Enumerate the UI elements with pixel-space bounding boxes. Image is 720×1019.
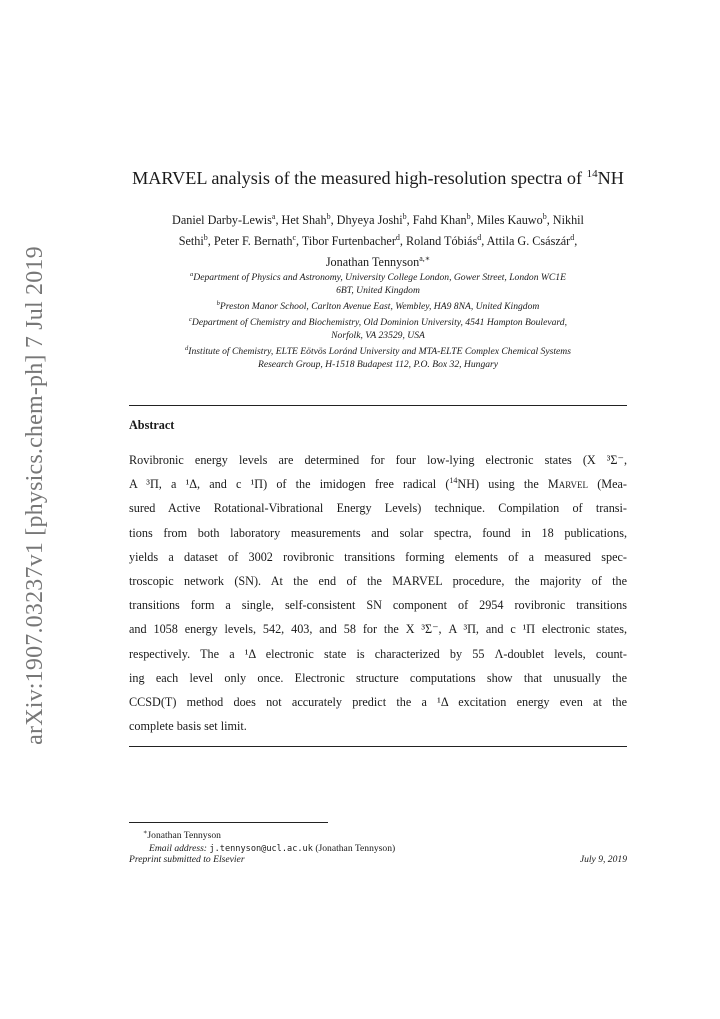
author-name: Het Shah [281, 213, 327, 228]
author-affiliation-mark: d [477, 233, 482, 243]
abstract-line: and 1058 energy levels, 542, 403, and 58 for the X ³Σ⁻, A ³Π, and c ¹Π electronic states, [129, 622, 627, 637]
abstract-line: transitions form a single, self-consistent SN component of 2954 rovibronic transitions [129, 598, 627, 613]
affiliation-b: $^b$Preston Manor School, Carlton Avenue East, Wembley, HA9 8NA, United Kingdom [216, 299, 540, 312]
abstract-line: respectively. The a ¹Δ electronic state is characterized by 55 Λ-doublet levels, count- [129, 646, 627, 661]
author-name: Miles Kauwo [476, 213, 543, 228]
author-name: Sethi [178, 234, 204, 249]
author-name: Fahd Khan [412, 213, 467, 228]
author-affiliation-mark: a,∗ [419, 254, 431, 264]
author-affiliation-mark: a [271, 212, 276, 221]
abstract-line: complete basis set limit. [129, 719, 247, 734]
abstract-line: CCSD(T) method does not accurately predict the a ¹Δ excitation energy even at the [129, 695, 627, 710]
affiliations [129, 269, 627, 371]
affiliation-a-cont: 6BT, United Kingdom [336, 284, 420, 296]
paper-title [129, 168, 627, 189]
footnote-rule [129, 822, 328, 823]
marvel-small-caps: Marvel [547, 477, 589, 492]
preprint-journal: Preprint submitted to Elsevier [129, 854, 245, 865]
abstract-line: sured Active Rotational-Vibrational Energy Levels) technique. Compilation of transi- [129, 501, 627, 516]
author-name: Dhyeya Joshi [336, 213, 403, 228]
author-name: Peter F. Bernath [213, 234, 293, 249]
affiliation-a: $^a$Department of Physics and Astronomy, University College London, Gower Street, London WC1E [190, 271, 566, 284]
author-name: Tibor Furtenbacher [301, 234, 396, 249]
abstract-line: troscopic network (SN). At the end of the MARVEL procedure, the majority of the [129, 574, 627, 589]
abstract-line: tions from both laboratory measurements and solar spectra, found in 18 publications, [129, 525, 627, 540]
affiliation-d-cont: Research Group, H-1518 Budapest 112, P.O. Box 32, Hungary [257, 358, 499, 370]
author-name: Attila G. Császár [486, 234, 571, 249]
affiliation-c: $^c$Department of Chemistry and Biochemistry, Old Dominion University, 4541 Hampton Boulevard, [189, 315, 567, 328]
author-name: Roland Tóbiás [405, 234, 478, 249]
author-affiliation-mark: b [203, 233, 208, 243]
author-line-2: Sethi$^b$, Peter F. Bernath$^c$, Tibor Furtenbacher$^d$, Roland Tóbiás$^d$, Attila G. Császár$^d$, [178, 233, 578, 249]
title-molecule: NH [597, 168, 624, 189]
author-name: Nikhil [552, 213, 584, 228]
abstract-line: yields a dataset of 3002 rovibronic transitions forming elements of a measured spec- [129, 549, 627, 564]
author-affiliation-mark: b [466, 212, 471, 221]
author-line-1: Daniel Darby-Lewis$^a$, Het Shah$^b$, Dhyeya Joshi$^b$, Fahd Khan$^b$, Miles Kauwo$^b$, Nikhil [172, 212, 584, 228]
author-affiliation-mark: b [402, 212, 407, 221]
abstract-body [129, 448, 627, 738]
author-affiliation-mark: d [570, 233, 575, 243]
author-list [129, 208, 627, 271]
preprint-line [129, 854, 627, 865]
author-affiliation-mark: c [292, 233, 297, 243]
email-link[interactable]: j.tennyson@ucl.ac.uk [209, 844, 313, 855]
preprint-date: July 9, 2019 [579, 854, 627, 865]
author-name: Jonathan Tennyson [325, 255, 420, 270]
abstract-line: Rovibronic energy levels are determined for four low-lying electronic states (X ³Σ⁻, [129, 453, 627, 467]
abstract-heading: Abstract [129, 418, 175, 432]
title-text: MARVEL analysis of the measured high-resolution spectra of [132, 168, 587, 189]
corresponding-author-footnote: ∗Jonathan Tennyson Email address: j.tennyson@ucl.ac.uk (Jonathan Tennyson) [143, 829, 396, 855]
abstract-bottom-rule [129, 746, 627, 747]
author-affiliation-mark: d [395, 233, 400, 243]
author-affiliation-mark: b [326, 212, 331, 221]
arxiv-stamp [18, 245, 52, 745]
abstract-line: ing each level only once. Electronic structure computations show that unusually the [129, 670, 627, 685]
abstract-line: A ³Π, a ¹Δ, and c ¹Π) of the imidogen free radical ($^{14}$NH) using the Marvel (Mea- [129, 476, 627, 492]
affiliation-c-cont: Norfolk, VA 23529, USA [331, 329, 425, 341]
affiliation-d: $^d$Institute of Chemistry, ELTE Eötvös Loránd University and MTA-ELTE Complex Chemical Systems [185, 344, 571, 357]
author-affiliation-mark: b [542, 212, 547, 221]
title-isotope: 14 [586, 168, 598, 180]
abstract-top-rule [129, 405, 627, 406]
author-name: Daniel Darby-Lewis [172, 213, 272, 228]
arxiv-identifier: arXiv:1907.03237v1 [physics.chem-ph] 7 Jul 2019 [21, 245, 48, 745]
